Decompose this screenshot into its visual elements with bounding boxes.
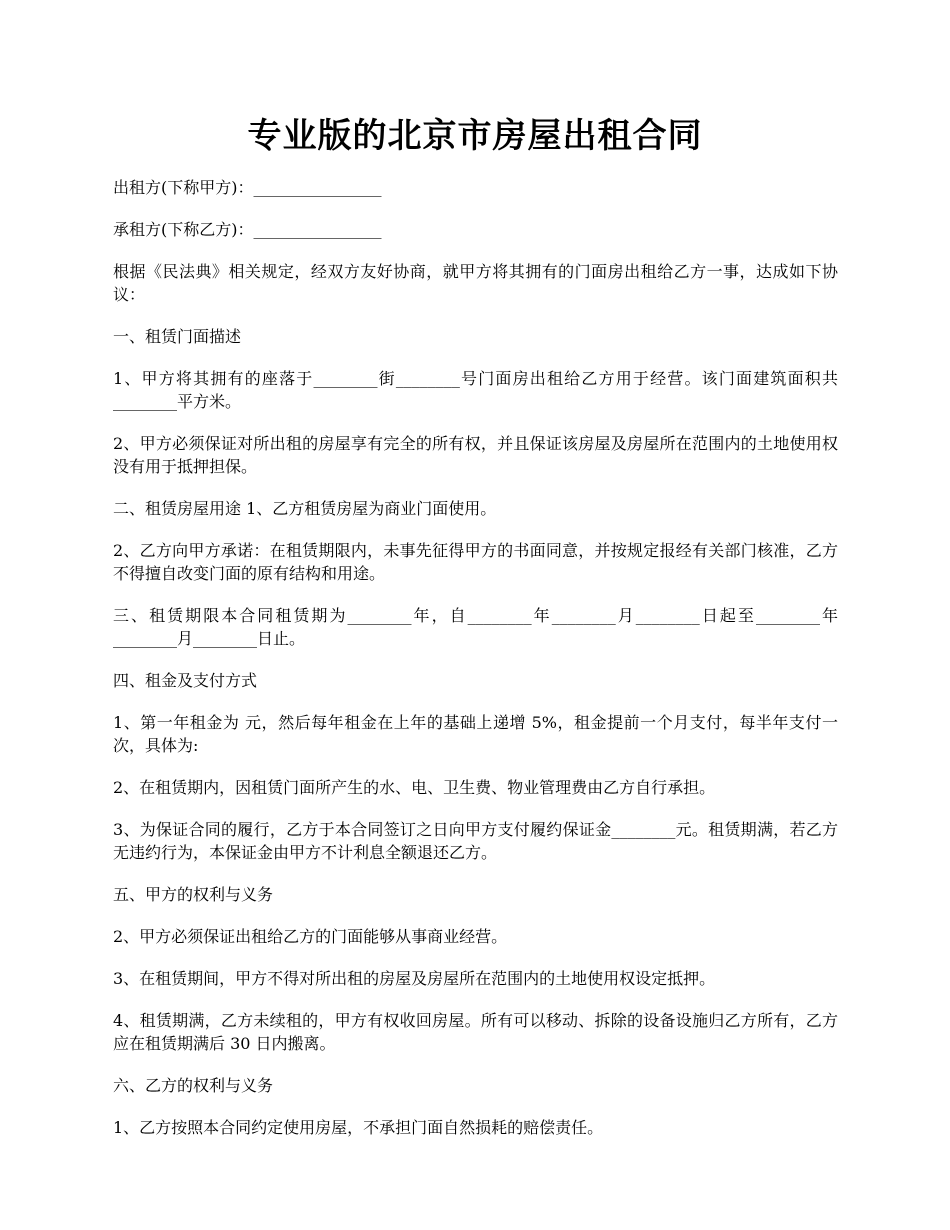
section-heading: 六、乙方的权利与义务 [113, 1076, 274, 1095]
preamble-paragraph: 根据《民法典》相关规定，经双方友好协商，就甲方将其拥有的门面房出租给乙方一事，达成如下协议： [113, 262, 838, 304]
section-heading: 三、租赁期限本合同租赁期为________年，自________年________月________日起至________年________月________日止。 [113, 606, 838, 648]
clause-paragraph: 2、在租赁期内，因租赁门面所产生的水、电、卫生费、物业管理费由乙方自行承担。 [113, 778, 716, 797]
clause-paragraph: 2、乙方向甲方承诺：在租赁期限内，未事先征得甲方的书面同意，并按规定报经有关部门核准，乙方不得擅自改变门面的原有结构和用途。 [113, 541, 838, 583]
clause-paragraph: 1、甲方将其拥有的座落于________街________号门面房出租给乙方用于经营。该门面建筑面积共________平方米。 [113, 369, 838, 411]
section-heading: 五、甲方的权利与义务 [113, 885, 274, 904]
clause-paragraph: 1、乙方按照本合同约定使用房屋，不承担门面自然损耗的赔偿责任。 [113, 1118, 604, 1137]
clause-paragraph: 3、在租赁期间，甲方不得对所出租的房屋及房屋所在范围内的土地使用权设定抵押。 [113, 969, 716, 988]
party-a-line: 出租方(下称甲方)：________________ [113, 178, 382, 197]
clause-paragraph: 3、为保证合同的履行，乙方于本合同签订之日向甲方支付履约保证金________元。租赁期满，若乙方无违约行为，本保证金由甲方不计利息全额退还乙方。 [113, 820, 838, 862]
clause-paragraph: 1、第一年租金为 元，然后每年租金在上年的基础上递增 5%，租金提前一个月支付，每半年支付一次，具体为: [113, 713, 838, 755]
clause-paragraph: 4、租赁期满，乙方未续租的，甲方有权收回房屋。所有可以移动、拆除的设备设施归乙方所有，乙方应在租赁期满后 30 日内搬离。 [113, 1011, 838, 1053]
section-heading: 一、租赁门面描述 [113, 327, 242, 346]
party-b-line: 承租方(下称乙方)：________________ [113, 220, 382, 239]
clause-paragraph: 2、甲方必须保证出租给乙方的门面能够从事商业经营。 [113, 927, 508, 946]
section-heading: 四、租金及支付方式 [113, 671, 258, 690]
clause-paragraph: 2、甲方必须保证对所出租的房屋享有完全的所有权，并且保证该房屋及房屋所在范围内的土地使用权没有用于抵押担保。 [113, 434, 838, 476]
document-title: 专业版的北京市房屋出租合同 [247, 116, 703, 156]
section-heading: 二、租赁房屋用途 1、乙方租赁房屋为商业门面使用。 [113, 499, 497, 518]
document-body [113, 176, 838, 1158]
